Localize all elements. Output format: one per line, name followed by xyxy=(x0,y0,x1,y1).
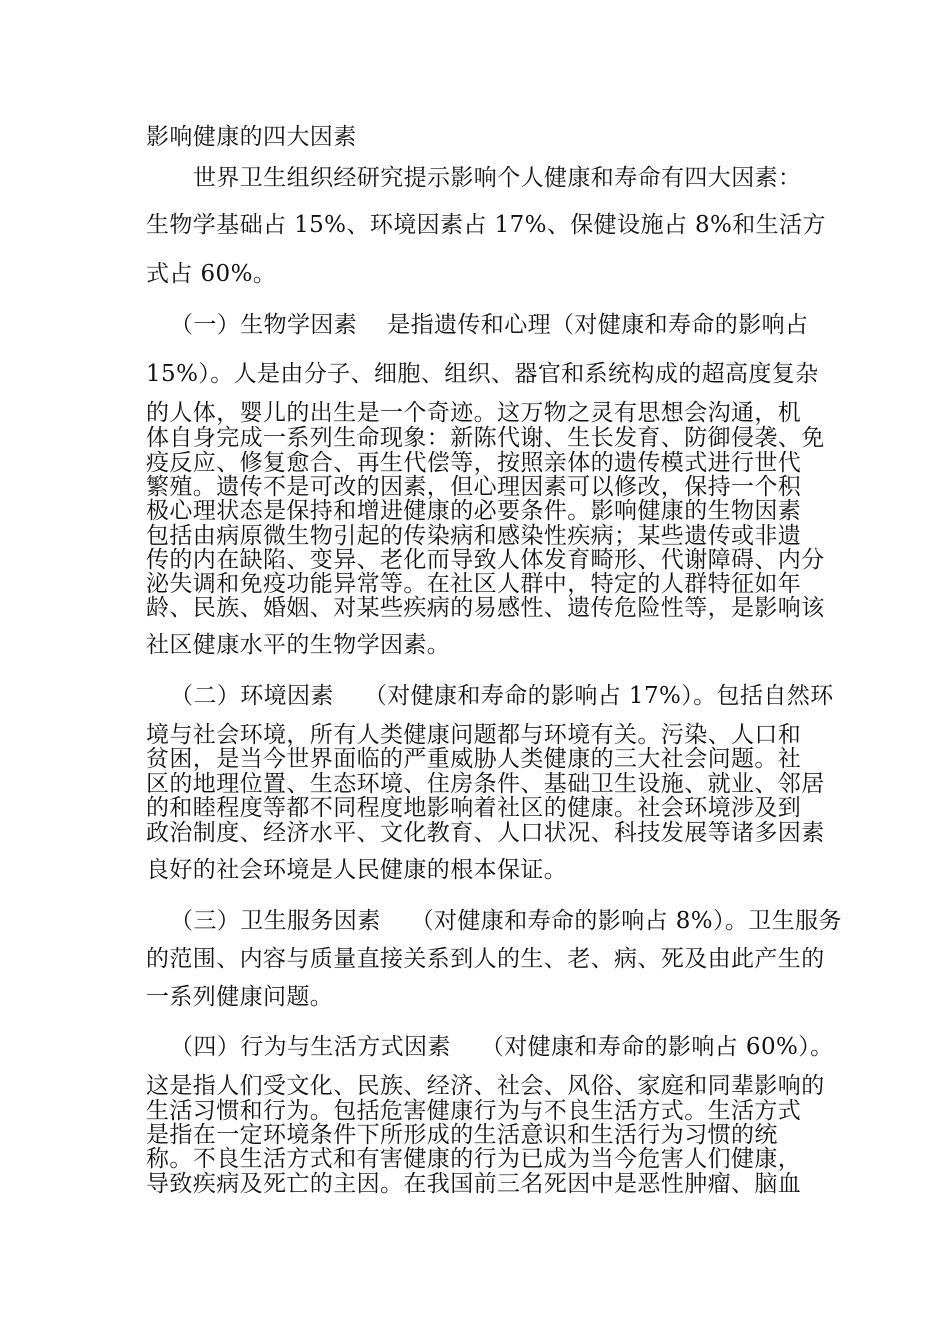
section1-line-6: 极心理状态是保持和增进健康的必要条件。影响健康的生物因素 xyxy=(146,498,802,524)
section4-line-1: 这是指人们受文化、民族、经济、社会、风俗、家庭和同辈影响的 xyxy=(146,1073,825,1099)
section1-line-3: 体自身完成一系列生命现象：新陈代谢、生长发育、防御侵袭、免 xyxy=(146,425,825,451)
intro-line-2: 生物学基础占 15%、环境因素占 17%、保健设施占 8%和生活方 xyxy=(146,212,826,238)
section1-line-4: 疫反应、修复愈合、再生代偿等，按照亲体的遗传模式进行世代 xyxy=(146,450,802,476)
intro-line-3: 式占 60%。 xyxy=(146,261,277,287)
section1-line-5: 繁殖。遗传不是可改的因素，但心理因素可以修改，保持一个积 xyxy=(146,474,802,500)
intro-line-1: 世界卫生组织经研究提示影响个人健康和寿命有四大因素： xyxy=(193,165,802,191)
section1-line-11: 社区健康水平的生物学因素。 xyxy=(146,632,451,658)
section4-heading: （四）行为与生活方式因素 xyxy=(170,1034,451,1060)
section2-line-6: 良好的社会环境是人民健康的根本保证。 xyxy=(146,857,568,883)
section1-line-2: 的人体，婴儿的出生是一个奇迹。这万物之灵有思想会沟通，机 xyxy=(146,400,802,426)
section2-heading: （二）环境因素 xyxy=(170,683,334,709)
section2-line-0: （对健康和寿命的影响占 17%）。包括自然环 xyxy=(363,683,834,709)
section3-first-line xyxy=(170,908,842,934)
section4-line-0: （对健康和寿命的影响占 60%）。 xyxy=(480,1034,834,1060)
section3-line-2: 一系列健康问题。 xyxy=(146,984,334,1010)
section1-line-7: 包括由病原微生物引起的传染病和感染性疾病；某些遗传或非遗 xyxy=(146,523,802,549)
section2-line-2: 贫困，是当今世界面临的严重威胁人类健康的三大社会问题。社 xyxy=(146,746,802,772)
section2-first-line xyxy=(170,683,834,709)
section1-line-8: 传的内在缺陷、变异、老化而导致人体发育畸形、代谢障碍、内分 xyxy=(146,547,825,573)
document-title: 影响健康的四大因素 xyxy=(146,124,357,150)
section1-line-0: 是指遗传和心理（对健康和寿命的影响占 xyxy=(387,312,809,338)
section3-line-0: （对健康和寿命的影响占 8%）。卫生服务 xyxy=(410,908,842,934)
section4-line-5: 导致疾病及死亡的主因。在我国前三名死因中是恶性肿瘤、脑血 xyxy=(146,1171,802,1197)
section2-line-1: 境与社会环境，所有人类健康问题都与环境有关。污染、人口和 xyxy=(146,722,802,748)
section2-line-4: 的和睦程度等都不同程度地影响着社区的健康。社会环境涉及到 xyxy=(146,795,802,821)
section4-first-line xyxy=(170,1034,834,1060)
section1-heading: （一）生物学因素 xyxy=(170,312,358,338)
section1-first-line xyxy=(170,312,808,338)
section3-line-1: 的范围、内容与质量直接关系到人的生、老、病、死及由此产生的 xyxy=(146,946,825,972)
section2-line-3: 区的地理位置、生态环境、住房条件、基础卫生设施、就业、邻居 xyxy=(146,771,825,797)
section2-line-5: 政治制度、经济水平、文化教育、人口状况、科技发展等诸多因素 xyxy=(146,820,825,846)
section1-line-9: 泌失调和免疫功能异常等。在社区人群中，特定的人群特征如年 xyxy=(146,571,802,597)
section1-line-1: 15%）。人是由分子、细胞、组织、器官和系统构成的超高度复杂 xyxy=(146,361,819,387)
section4-line-4: 称。不良生活方式和有害健康的行为已成为当今危害人们健康， xyxy=(146,1146,802,1172)
section4-line-2: 生活习惯和行为。包括危害健康行为与不良生活方式。生活方式 xyxy=(146,1098,802,1124)
section3-heading: （三）卫生服务因素 xyxy=(170,908,381,934)
section1-line-10: 龄、民族、婚姻、对某些疾病的易感性、遗传危险性等，是影响该 xyxy=(146,595,825,621)
section4-line-3: 是指在一定环境条件下所形成的生活意识和生活行为习惯的统 xyxy=(146,1122,778,1148)
